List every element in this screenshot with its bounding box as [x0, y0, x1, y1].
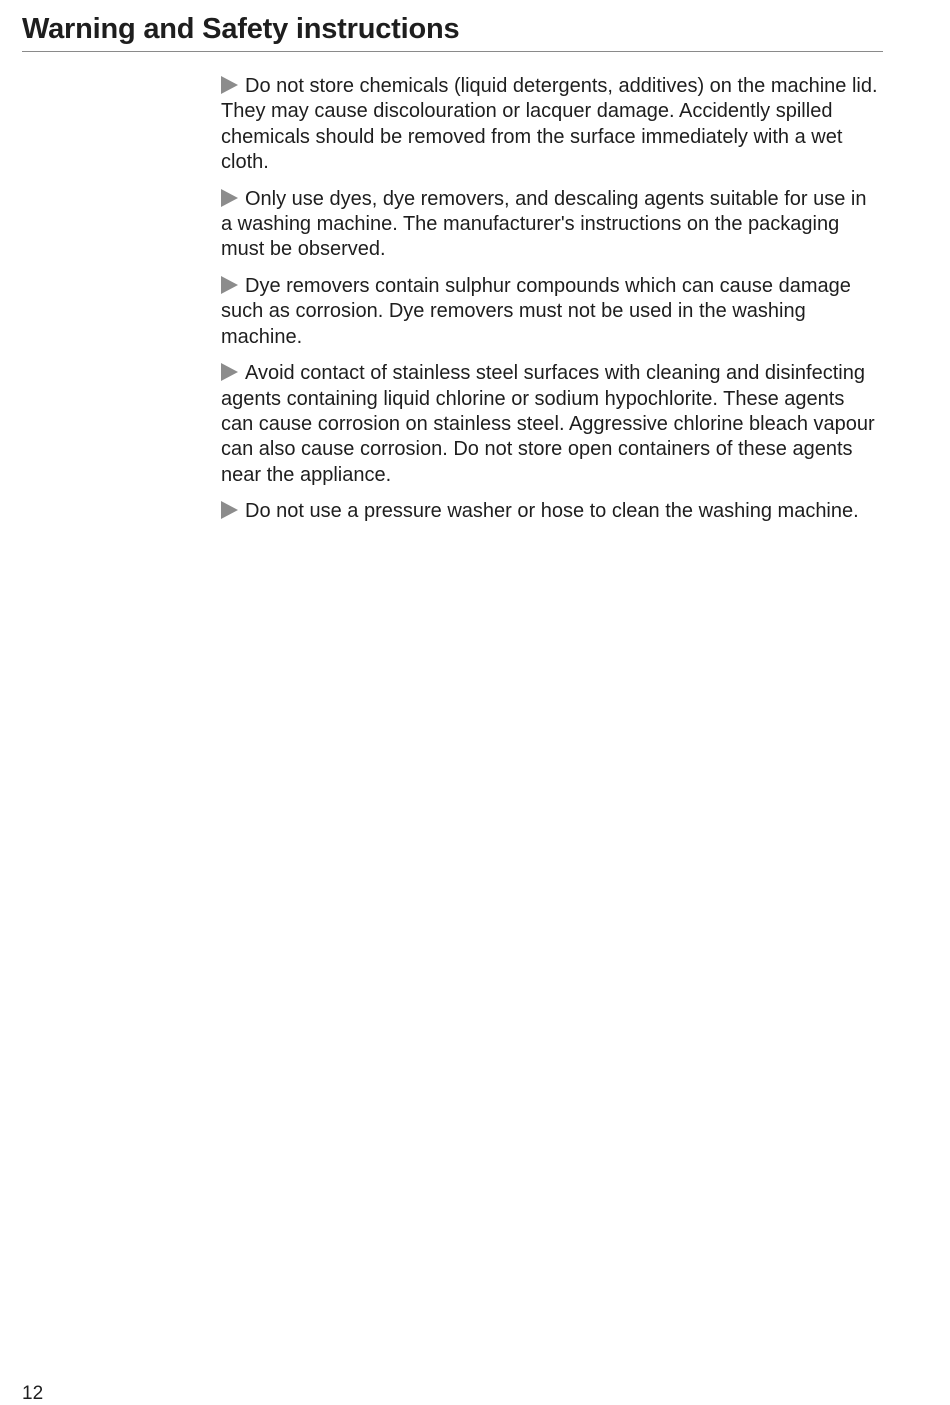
- arrow-right-icon: [221, 189, 238, 207]
- arrow-right-icon: [221, 363, 238, 381]
- instruction-item: [221, 499, 881, 524]
- page-number: 12: [22, 1383, 44, 1404]
- instruction-text: Only use dyes, dye removers, and descaling agents suitable for use in a washing machine. The manufacturer's instructions on the packaging must be observed.: [221, 187, 867, 261]
- page-title: Warning and Safety instructions: [22, 13, 460, 45]
- instruction-item: [221, 274, 881, 350]
- instruction-list: [221, 74, 881, 536]
- instruction-item: [221, 187, 881, 263]
- instruction-text: Dye removers contain sulphur compounds which can cause damage such as corrosion. Dye removers must not be used in the washing machine.: [221, 275, 851, 348]
- instruction-text: Do not use a pressure washer or hose to clean the washing machine.: [245, 500, 859, 523]
- arrow-right-icon: [221, 501, 238, 519]
- instruction-item: [221, 74, 881, 175]
- page-header: [22, 10, 883, 52]
- instruction-item: [221, 361, 881, 487]
- instruction-text: Avoid contact of stainless steel surfaces with cleaning and disinfecting agents containing liquid chlorine or sodium hypochlorite. These agents can cause corrosion on stainless steel. Aggressive chlorine bleach vapour can also cause corrosion. Do not store open containers of these agents near the appliance.: [221, 362, 875, 486]
- arrow-right-icon: [221, 76, 238, 94]
- arrow-right-icon: [221, 276, 238, 294]
- instruction-text: Do not store chemicals (liquid detergents, additives) on the machine lid. They may cause discolouration or lacquer damage. Accidently spilled chemicals should be removed from the surface immediately with a wet cloth.: [221, 75, 878, 173]
